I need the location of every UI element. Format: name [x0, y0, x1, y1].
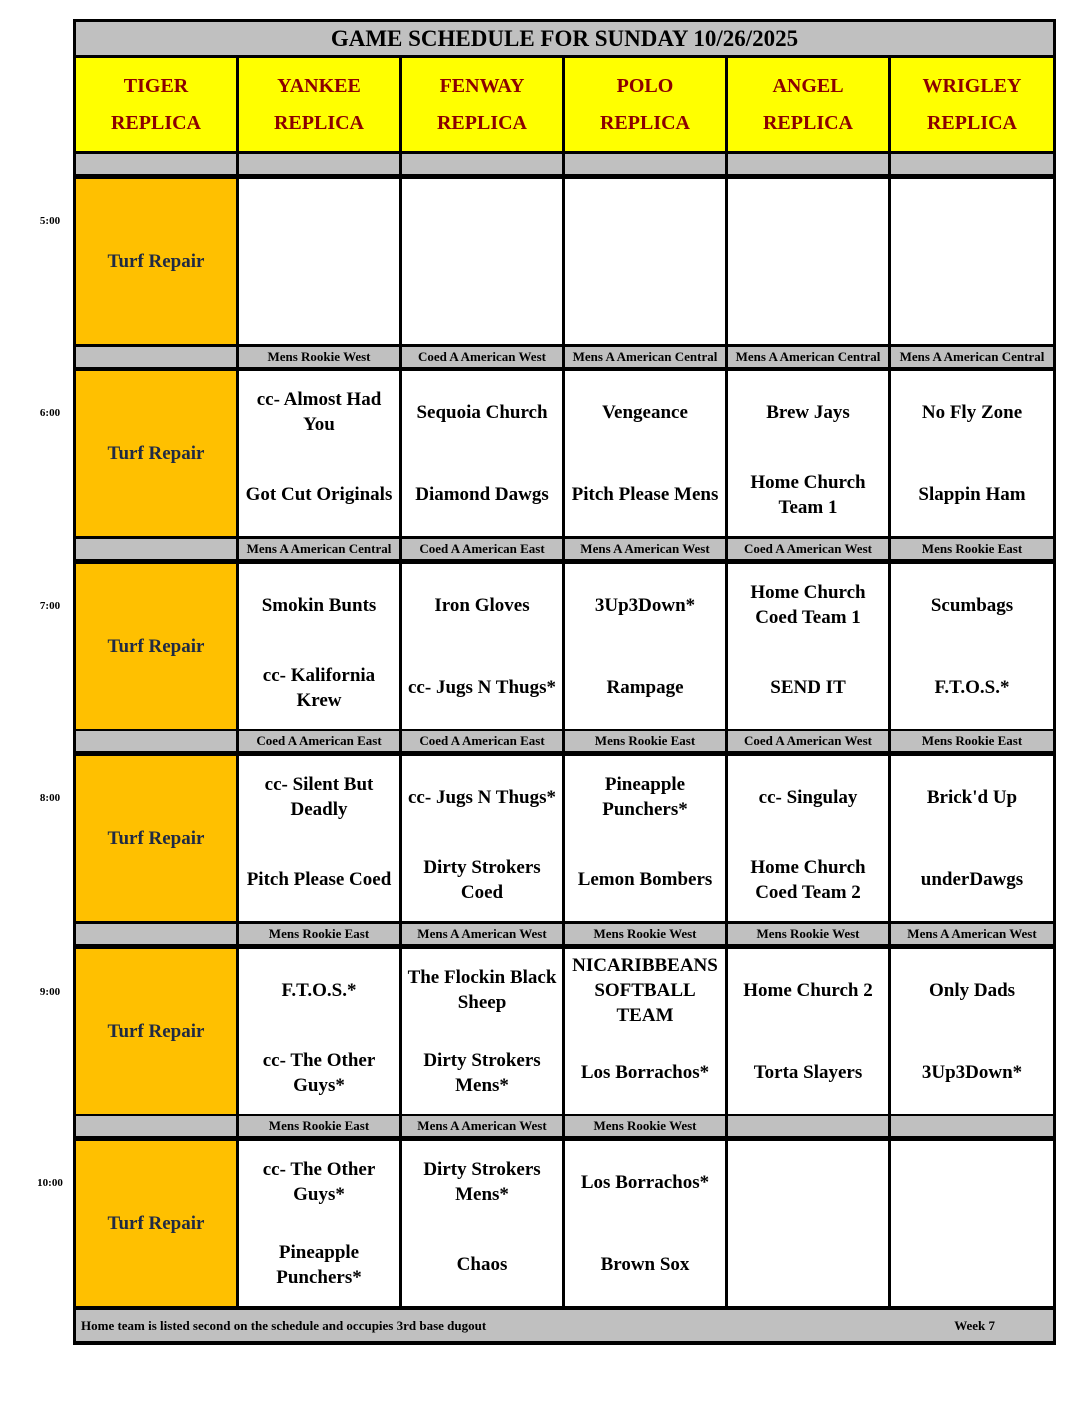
field-name: ANGEL	[772, 74, 844, 97]
turf-repair-cell: Turf Repair	[76, 179, 236, 344]
away-team	[728, 1141, 888, 1224]
away-team: Dirty Strokers Mens*	[423, 1159, 541, 1206]
home-team: Got Cut Originals	[245, 484, 393, 506]
game-cell	[891, 1141, 1053, 1306]
game-cell	[728, 371, 888, 536]
away-team: Brew Jays	[766, 401, 850, 423]
home-team: Dirty Strokers Coed	[423, 856, 541, 903]
division-label: Mens A American West	[402, 1116, 562, 1136]
field-type: REPLICA	[436, 111, 527, 134]
home-team: Lemon Bombers	[577, 869, 713, 891]
away-team: Home Church 2	[743, 979, 873, 1001]
division-label: Mens Rookie East	[891, 731, 1053, 751]
home-team	[891, 1224, 1053, 1307]
division-label: Mens Rookie West	[728, 924, 888, 944]
game-cell	[239, 564, 399, 729]
time-label: 10:00	[37, 1177, 63, 1189]
game-cell	[239, 756, 399, 921]
field-header-tiger	[76, 58, 236, 151]
home-team: underDawgs	[920, 869, 1024, 891]
time-label: 7:00	[39, 600, 61, 612]
division-label: Coed A American East	[239, 731, 399, 751]
away-team	[728, 179, 888, 262]
schedule-table	[73, 19, 1056, 1345]
away-team: The Flockin Black Sheep	[407, 967, 557, 1014]
division-label: Mens Rookie East	[239, 924, 399, 944]
home-team: Dirty Strokers Mens*	[423, 1049, 541, 1096]
game-cell	[891, 179, 1053, 344]
division-label	[565, 154, 725, 174]
home-team	[891, 262, 1053, 345]
time-label: 8:00	[39, 792, 61, 804]
away-team	[239, 179, 399, 262]
away-team: cc- Jugs N Thugs*	[408, 786, 556, 808]
game-cell	[565, 179, 725, 344]
field-name: WRIGLEY	[922, 74, 1022, 97]
time-label: 6:00	[39, 407, 61, 419]
game-cell	[239, 179, 399, 344]
game-cell	[565, 371, 725, 536]
division-label	[239, 154, 399, 174]
field-type: REPLICA	[273, 111, 364, 134]
home-team	[402, 262, 562, 345]
game-cell	[891, 949, 1053, 1114]
game-cell	[565, 949, 725, 1114]
away-team	[402, 179, 562, 262]
game-cell	[565, 756, 725, 921]
separator-row	[76, 539, 236, 559]
game-cell	[239, 949, 399, 1114]
away-team: No Fly Zone	[921, 401, 1023, 423]
field-type: REPLICA	[599, 111, 690, 134]
game-cell	[891, 564, 1053, 729]
field-type: REPLICA	[762, 111, 853, 134]
game-cell	[402, 564, 562, 729]
game-cell	[728, 1141, 888, 1306]
home-team: Home Church Team 1	[750, 471, 866, 518]
division-label: Mens Rookie East	[891, 539, 1053, 559]
home-team: F.T.O.S.*	[934, 677, 1010, 699]
home-team-note: Home team is listed second on the schedule and occupies 3rd base dugout	[81, 1317, 487, 1333]
field-name: FENWAY	[439, 74, 525, 97]
game-cell	[565, 1141, 725, 1306]
home-team: 3Up3Down*	[921, 1062, 1023, 1084]
separator-row	[76, 154, 236, 174]
home-team: Los Borrachos*	[580, 1062, 710, 1084]
separator-row	[76, 347, 236, 367]
home-team: Diamond Dawgs	[415, 484, 549, 506]
turf-repair-cell: Turf Repair	[76, 371, 236, 536]
division-label: Mens A American Central	[239, 539, 399, 559]
time-label: 5:00	[39, 215, 61, 227]
game-cell	[402, 1141, 562, 1306]
game-cell	[239, 371, 399, 536]
week-label: Week 7	[954, 1317, 995, 1333]
field-type: REPLICA	[110, 111, 201, 134]
field-header-fenway	[402, 58, 562, 151]
home-team: Pineapple Punchers*	[276, 1241, 362, 1288]
away-team	[891, 179, 1053, 262]
game-cell	[728, 949, 888, 1114]
turf-repair-cell: Turf Repair	[76, 756, 236, 921]
division-label: Mens A American Central	[565, 347, 725, 367]
division-label: Mens A American Central	[728, 347, 888, 367]
field-header-angel	[728, 58, 888, 151]
away-team: Los Borrachos*	[580, 1171, 710, 1193]
division-label: Mens A American West	[891, 924, 1053, 944]
page-title: GAME SCHEDULE FOR SUNDAY 10/26/2025	[76, 22, 1053, 55]
field-name: POLO	[616, 74, 674, 97]
away-team: 3Up3Down*	[594, 594, 696, 616]
game-cell	[239, 1141, 399, 1306]
home-team: Pitch Please Coed	[246, 869, 392, 891]
away-team: cc- Singulay	[758, 786, 858, 808]
field-header-yankee	[239, 58, 399, 151]
division-label	[728, 1116, 888, 1136]
field-name: YANKEE	[277, 74, 361, 97]
division-label	[891, 154, 1053, 174]
turf-repair-cell: Turf Repair	[76, 1141, 236, 1306]
home-team: cc- Jugs N Thugs*	[408, 677, 556, 699]
away-team: Only Dads	[928, 979, 1016, 1001]
home-team: cc- Kalifornia Krew	[262, 664, 376, 711]
division-label	[402, 154, 562, 174]
division-label: Mens A American Central	[891, 347, 1053, 367]
division-label: Mens Rookie West	[565, 1116, 725, 1136]
field-header-wrigley	[891, 58, 1053, 151]
away-team: cc- The Other Guys*	[262, 1159, 376, 1206]
game-cell	[891, 756, 1053, 921]
field-type: REPLICA	[926, 111, 1017, 134]
home-team	[728, 262, 888, 345]
division-label: Coed A American West	[728, 539, 888, 559]
away-team: cc- Silent But Deadly	[264, 774, 374, 821]
separator-row	[76, 731, 236, 751]
separator-row	[76, 1116, 236, 1136]
turf-repair-cell: Turf Repair	[76, 949, 236, 1114]
home-team	[565, 262, 725, 345]
home-team	[239, 262, 399, 345]
away-team: Home Church Coed Team 1	[750, 582, 866, 629]
home-team: Slappin Ham	[918, 484, 1026, 506]
game-cell	[402, 756, 562, 921]
division-label: Mens A American West	[565, 539, 725, 559]
away-team	[565, 179, 725, 262]
away-team: Sequoia Church	[416, 401, 548, 423]
home-team: Brown Sox	[600, 1254, 690, 1276]
home-team: Rampage	[606, 677, 684, 699]
time-label: 9:00	[39, 986, 61, 998]
field-name: TIGER	[123, 74, 189, 97]
division-label	[891, 1116, 1053, 1136]
away-team: Smokin Bunts	[261, 594, 377, 616]
field-header-polo	[565, 58, 725, 151]
home-team: Home Church Coed Team 2	[750, 856, 866, 903]
division-label: Mens Rookie East	[239, 1116, 399, 1136]
away-team: Scumbags	[930, 594, 1014, 616]
game-cell	[402, 371, 562, 536]
division-label: Mens Rookie West	[239, 347, 399, 367]
game-cell	[891, 371, 1053, 536]
home-team: Pitch Please Mens	[571, 484, 719, 506]
home-team: SEND IT	[770, 677, 846, 699]
footer-note-row	[76, 1310, 1053, 1341]
division-label: Mens A American West	[402, 924, 562, 944]
division-label: Coed A American West	[728, 731, 888, 751]
game-cell	[728, 564, 888, 729]
game-cell	[565, 564, 725, 729]
away-team: Vengeance	[602, 401, 688, 423]
away-team	[891, 1141, 1053, 1224]
division-label: Coed A American East	[402, 731, 562, 751]
home-team: Chaos	[456, 1254, 508, 1276]
away-team: Brick'd Up	[926, 786, 1018, 808]
home-team: cc- The Other Guys*	[262, 1049, 376, 1096]
turf-repair-cell: Turf Repair	[76, 564, 236, 729]
home-team: Torta Slayers	[753, 1062, 863, 1084]
division-label: Coed A American West	[402, 347, 562, 367]
division-label	[728, 154, 888, 174]
away-team: Iron Gloves	[434, 594, 530, 616]
division-label: Mens Rookie East	[565, 731, 725, 751]
division-label: Coed A American East	[402, 539, 562, 559]
division-label: Mens Rookie West	[565, 924, 725, 944]
game-cell	[728, 179, 888, 344]
away-team: Pineapple Punchers*	[602, 774, 688, 821]
separator-row	[76, 924, 236, 944]
away-team: NICARIBBEANS SOFTBALL TEAM	[572, 954, 718, 1026]
home-team	[728, 1224, 888, 1307]
game-cell	[402, 949, 562, 1114]
game-cell	[728, 756, 888, 921]
away-team: cc- Almost Had You	[256, 389, 382, 436]
away-team: F.T.O.S.*	[281, 979, 357, 1001]
game-cell	[402, 179, 562, 344]
